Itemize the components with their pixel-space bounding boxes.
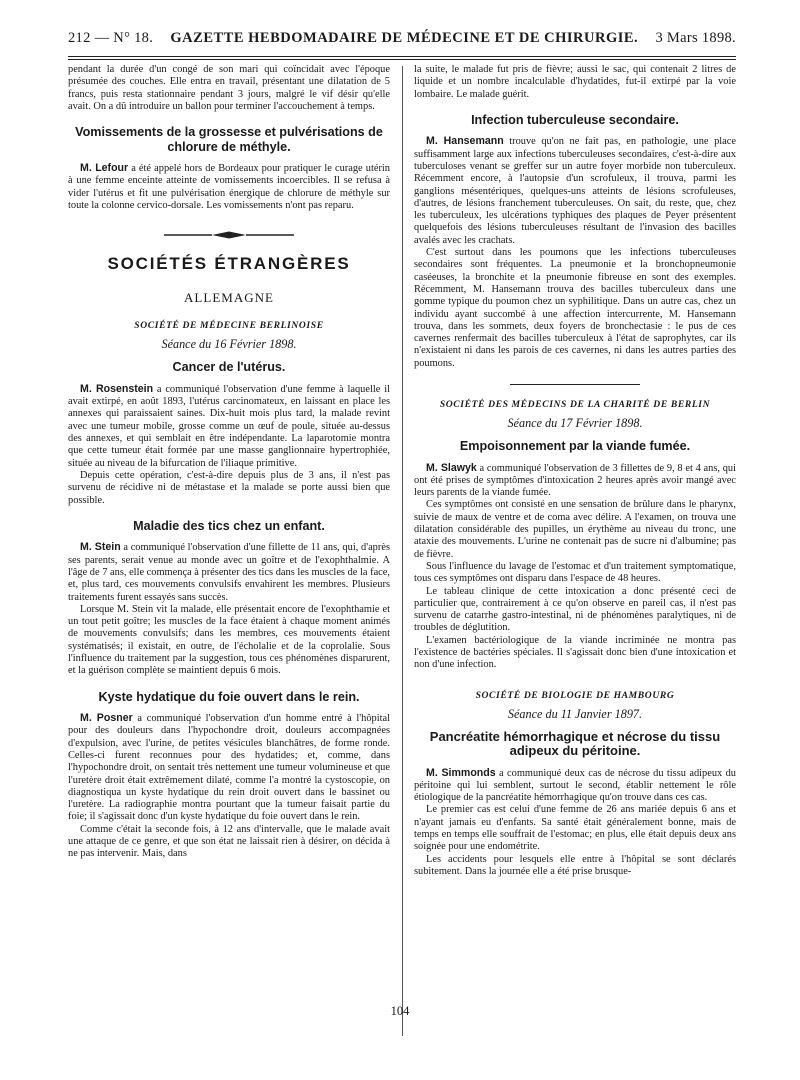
author-name: M. Lefour [80, 162, 129, 175]
article-text-empoisonnement-5: L'examen bactériologique de la viande incriminée ne montra pas l'existence de bactéries spéciales. Il s'agissait donc bien d'une intoxication et non d'une infection. [414, 634, 736, 671]
section-heading-societes: SOCIÉTÉS ÉTRANGÈRES [107, 254, 351, 274]
article-title-vomissements: Vomissements de la grossesse et pulvérisations de chlorure de méthyle. [75, 125, 383, 154]
article-title-tics: Maladie des tics chez un enfant. [133, 518, 325, 533]
journal-title: GAZETTE HEBDOMADAIRE DE MÉDECINE ET DE CHIRURGIE. [170, 30, 639, 46]
author-name: M. Rosenstein [80, 382, 154, 395]
header-rule [68, 56, 736, 60]
article-title-infection: Infection tuberculeuse secondaire. [471, 112, 679, 127]
author-name: M. Simmonds [426, 766, 496, 779]
article-text-empoisonnement-3: Sous l'influence du lavage de l'estomac et d'un traitement symptomatique, tous ces symptômes ont disparu dans l'espace de 48 heures. [414, 560, 736, 585]
folio-number: 104 [390, 1004, 410, 1018]
article-text-empoisonnement-4: Le tableau clinique de cette intoxication a donc présenté ceci de particulier que, contrairement à ce qu'on observe en pareil cas, il n'est pas survenu de catarrhe gastro-intestinal, ni de phénomènes paralytiques, ni de troubles de déglutition. [414, 585, 736, 634]
article-text-empoisonnement: M. Slawyk a communiqué l'observation de 3 fillettes de 9, 8 et 4 ans, qui ont été prises de symptômes d'intoxication 2 heures après avoir mangé avec leurs parents de la viande fumée. [414, 461, 737, 499]
page-number-issue: 212 — N° 18. [68, 30, 154, 46]
session-date: Séance du 11 Janvier 1897. [507, 706, 643, 721]
article-title-empoisonnement: Empoisonnement par la viande fumée. [459, 439, 691, 454]
society-name: SOCIÉTÉ DE BIOLOGIE DE HAMBOURG [475, 689, 675, 701]
article-text-cancer-2: Depuis cette opération, c'est-à-dire depuis plus de 3 ans, il n'est pas survenu de récidive ni de métastase et la malade se porte aussi bien que possible. [68, 469, 390, 506]
column-divider [402, 66, 403, 1036]
society-name: SOCIÉTÉ DES MÉDECINS DE LA CHARITÉ DE BERLIN [439, 399, 711, 411]
article-text-empoisonnement-2: Ces symptômes ont consisté en une sensation de brûlure dans le pharynx, suivie de maux de ventre et de coma avec délire. A l'examen, on trouva une dilatation considérable des pupilles, un érythème au niveau du tronc, une ataxie des mouvements. L'urine ne contenait pas de sucre ni d'albumine; pas de fièvre. [414, 499, 736, 560]
ornament-rule-icon [164, 231, 294, 239]
article-text-kyste-2: Comme c'était la seconde fois, à 12 ans d'intervalle, que le malade avait une attaque de ce genre, et que son état ne laissait rien à désirer, on décida à ne pas intervenir. Mais, dans [68, 823, 390, 860]
right-column [414, 64, 736, 878]
article-text-pancreatite-3: Les accidents pour lesquels elle entre à l'hôpital se sont déclarés subitement. Dans la journée elle a été prise brusque- [414, 853, 736, 877]
article-text-infection-2: C'est surtout dans les poumons que les infections tuberculeuses secondaires sont fréquentes. La pneumonie et la bronchopneumonie caséeuses, la bronchite et la pneumonie fibreuse en sont des exemples. Récemment, M. Hansemann trouva des bacilles tuberculeux dans une gomme typique du poumon chez un syphilitique. Dans un autre cas, chez un individu ayant succombé à une affection intercurrente, M. Hansemann trouva, dans les sommets, deux foyers de bronchectasie : le pus de ces cavernes renfermait des bacilles tuberculeux à l'état de saprophytes, car ils n'existaient ni dans les parois de ces cavernes, ni dans les autres parties des poumons. [414, 247, 736, 369]
author-name: M. Stein [80, 541, 121, 554]
article-title-kyste: Kyste hydatique du foie ouvert dans le rein. [98, 689, 360, 704]
article-title-pancreatite: Pancréatite hémorrhagique et nécrose du tissu adipeux du péritoine. [429, 728, 721, 759]
author-name: M. Hansemann [426, 135, 504, 148]
running-header [68, 30, 736, 52]
article-text-kyste: M. Posner a communiqué l'observation d'un homme entré à l'hôpital pour des douleurs dans l'hypochondre droit, douleurs accompagnées d'expulsion, avec l'urine, de petites vésicules blanchâtres, de forme ronde. Celles-ci furent reconnues pour des hydatides; et, comme, dans l'hypochondre droit, on sentait très nettement une tumeur volumineuse et que l'uretère droit était extrêmement dilaté, comme l'a montré la cystoscopie, on diagnostiqua un kyste hydatique du rein droit ouvert dans le bassinet ou l'uretère. La radiographie montra pourtant que la tumeur faisait partie du foie; il s'agissait donc d'un kyste hydatique du foie ouvert dans le rein. [68, 712, 390, 823]
author-name: M. Slawyk [426, 461, 477, 474]
article-text-pancreatite-2: Le premier cas est celui d'une femme de 26 ans mariée depuis 6 ans et n'ayant jamais eu d'enfants. Sa santé était généralement bonne, mais de temps en temps elle souffrait de l'estomac; en plus, elle était depuis deux ans soignée pour une endométrite. [414, 804, 736, 853]
article-text-infection: M. Hansemann trouve qu'on ne fait pas, en pathologie, une place suffisamment large aux infections tuberculeuses secondaires, c'est-à-dire aux tuberculoses venant se greffer sur un autre foyer morbide non tuberculeux. Récemment encore, à l'autopsie d'un scrofuleux, il trouva, parmi les ganglions mésentériques, quelques-uns atteints de lésions scrofuleuses, d'autres, de lésions franchement tuberculeuses. On sait, du reste, que, chez les tuberculeux, les ulcérations typhiques des plaques de Peyer présentent quelquefois des lésions tuberculeuses résultant de l'invasion des bacilles avalés avec les crachats. [414, 135, 736, 246]
article-text-cancer: M. Rosenstein a communiqué l'observation d'une femme à laquelle il avait extirpé, en août 1893, l'utérus carcinomateux, en laissant en place les annexes qui paraissaient saines. Dix-huit mois plus tard, la malade revint avec une tumeur mobile, grosse comme un œuf de poule, située au-dessus des annexes, et qui semblait en être indépendante. La laparotomie montra que cette tumeur était formée par une masse ganglionnaire hypertrophiée, située au niveau de la bifurcation de l'iliaque primitive. [68, 382, 390, 469]
article-text-pancreatite: M. Simmonds a communiqué deux cas de nécrose du tissu adipeux du péritoine qui lui semblent, surtout le second, établir nettement le rôle étiologique de la pancréatite hémorrhagique qu'on trouve dans ces cas. [414, 766, 736, 804]
article-text-vomissements: M. Lefour a été appelé hors de Bordeaux pour pratiquer le curage utérin à une femme enceinte atteinte de vomissements incoercibles. Il se refusa à vider l'utérus et fit une pulvérisation énergique de chlorure de méthyle sur toute la colonne cervico-dorsale. Les vomissements n'ont pas reparu. [68, 162, 390, 212]
issue-date: 3 Mars 1898. [655, 30, 736, 46]
author-name: M. Posner [80, 712, 133, 725]
continued-paragraph: pendant la durée d'un congé de son mari qui coïncidait avec l'époque présumée des couches. Elle entra en travail, présentant une dilatation de 5 francs, puis resta stationnaire pendant 3 jours, malgré le vif désir qu'elle avait. On a dû introduire un ballon pour terminer l'accouchement à temps. [68, 64, 390, 112]
journal-page [68, 30, 736, 878]
society-name: SOCIÉTÉ DE MÉDECINE BERLINOISE [134, 320, 324, 332]
continued-paragraph: la suite, le malade fut pris de fièvre; aussi le sac, qui contenait 2 litres de liquide et un nombre incalculable d'hydatides, fut-il extirpé par la voie lombaire. Le malade guérit. [414, 64, 736, 100]
left-column [68, 64, 390, 878]
two-column-body [68, 64, 736, 878]
section-separator [510, 384, 640, 385]
article-text-tics: M. Stein a communiqué l'observation d'une fillette de 11 ans, qui, d'après ses parents, serait venue au monde avec un goître et de l'exophthalmie. A l'âge de 7 ans, elle commença à présenter des tics dans les muscles de la face, et, plus tard, ces mouvements convulsifs envahirent les membres. Plusieurs traitements furent essayés sans succès. [68, 541, 390, 603]
section-ornament [68, 230, 390, 240]
article-text-tics-2: Lorsque M. Stein vit la malade, elle présentait encore de l'exophthamie et un tout petit goître; les muscles de la face étaient à chaque moment animés de mouvements convulsifs; dans les membres, ces mouvements étaient systématisés; il existait, en outre, de l'écholalie et de la coprolalie. Sous l'influence du traitement par la suggestion, tous ces phénomènes disparurent, et la guérison complète se maintient depuis 6 mois. [68, 603, 390, 677]
session-date: Séance du 16 Février 1898. [161, 337, 297, 352]
country-heading: ALLEMAGNE [184, 290, 274, 306]
article-title-cancer: Cancer de l'utérus. [172, 360, 286, 375]
session-date: Séance du 17 Février 1898. [507, 416, 643, 431]
